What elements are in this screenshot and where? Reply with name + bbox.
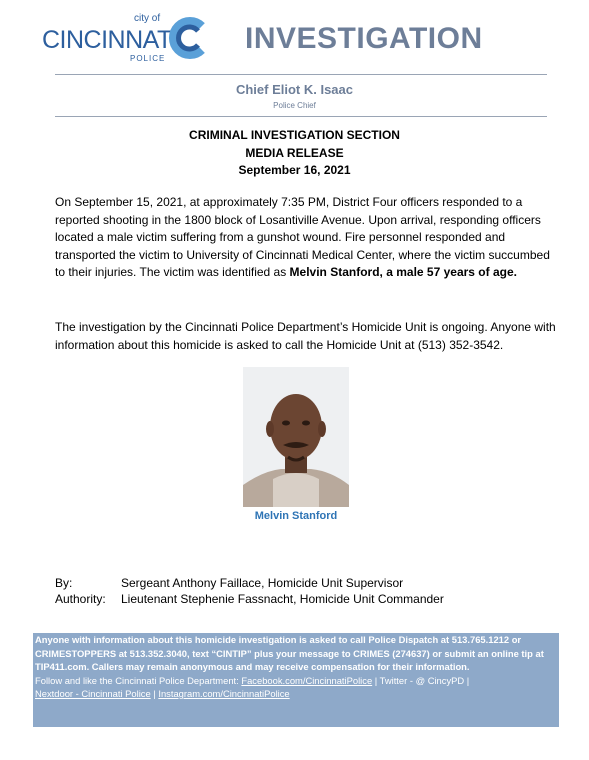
photo-caption: Melvin Stanford (254, 510, 338, 522)
authority-label: Authority: (55, 592, 106, 606)
follow-prefix: Follow and like the Cincinnati Police Department: (35, 674, 242, 686)
paragraph-1-text: On September 15, 2021, at approximately 7:35 PM, District Four officers responded to a reported shooting in the 1800 block of Losantiville Avenue. Upon arrival, responding officers located a male victim suffering from a gunshot wound. Fire personnel responded and transported the victim to University of Cincinnati Medical Center, where the victim succumbed to their injuries. The victim was identified as (55, 195, 550, 279)
by-label: By: (55, 576, 73, 590)
section-name: CRIMINAL INVESTIGATION SECTION (189, 128, 400, 142)
release-date: September 16, 2021 (238, 163, 351, 177)
logo-city-name: CINCINNATI (42, 26, 179, 54)
separator-2: | (150, 688, 159, 699)
twitter-link[interactable]: CincyPD (427, 674, 465, 686)
twitter-separator: | Twitter - @ (372, 674, 428, 686)
instagram-link[interactable]: Instagram.com/CincinnatiPolice (158, 688, 290, 699)
by-value: Sergeant Anthony Faillace, Homicide Unit Supervisor (121, 576, 404, 590)
logo-dept: POLICE (130, 54, 166, 63)
nextdoor-link[interactable]: Nextdoor - Cincinnati Police (35, 688, 151, 699)
header-divider-top (55, 74, 547, 75)
victim-photo (243, 367, 349, 507)
separator: | (464, 674, 470, 686)
footer-tip-box (33, 633, 559, 727)
credit-authority (55, 591, 444, 607)
cincinnati-police-logo (42, 14, 212, 70)
release-type: MEDIA RELEASE (245, 145, 344, 160)
victim-identity: Melvin Stanford, a male 57 years of age. (289, 265, 517, 279)
facebook-link[interactable]: Facebook.com/CincinnatiPolice (241, 674, 373, 686)
body-paragraph-1 (55, 194, 557, 282)
credit-by (55, 575, 403, 591)
chief-name: Chief Eliot K. Isaac (235, 82, 354, 97)
chief-title: Police Chief (273, 101, 316, 110)
logo-c-mark-icon (166, 16, 210, 60)
header-divider-bottom (55, 116, 547, 117)
logo-city-of: city of (134, 13, 161, 24)
authority-value: Lieutenant Stephenie Fassnacht, Homicide Unit Commander (121, 592, 444, 606)
page-title: INVESTIGATION (245, 22, 483, 55)
footer-tip-text: Anyone with information about this homicide investigation is asked to call Police Dispatch at 513.765.1212 or CRIMESTOPPERS at 513.352.3040, text “CINTIP” plus your message to CRIMES (274637) or submit an online tip at TIP411.com. Callers may remain anonymous and may receive compensation for their information. (35, 634, 544, 672)
release-heading (0, 127, 589, 180)
body-paragraph-2: The investigation by the Cincinnati Police Department’s Homicide Unit is ongoing. Anyone with information about this homicide is asked to call the Homicide Unit at (513) 352-3542. (55, 320, 556, 352)
footer-social (35, 674, 557, 701)
